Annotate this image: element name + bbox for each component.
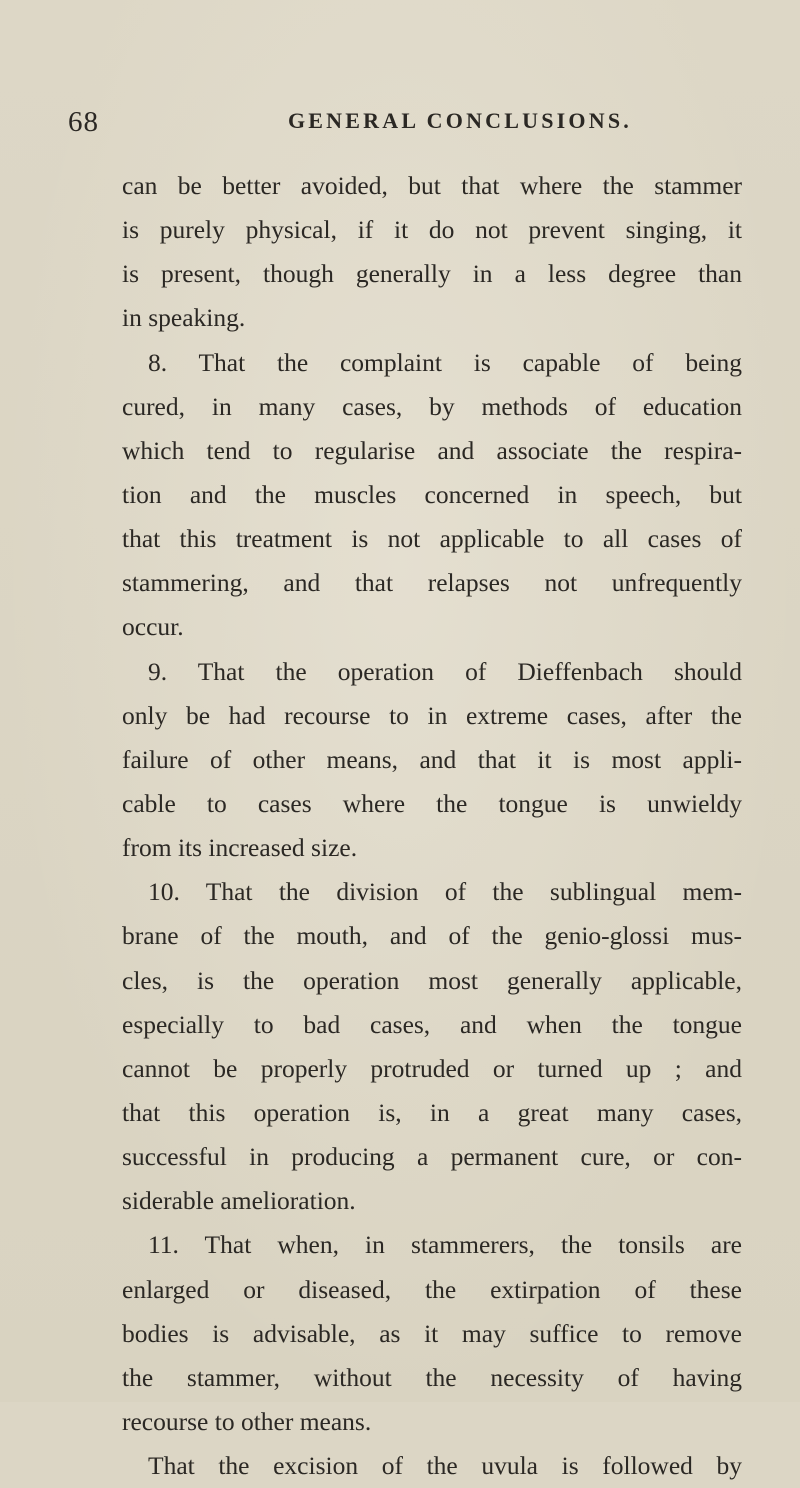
- text-line: That the excision of the uvula is followed by: [148, 1451, 742, 1481]
- text-line: stammering, and that relapses not unfrequently: [122, 568, 742, 598]
- text-line: in speaking.: [122, 303, 246, 333]
- text-line: cannot be properly protruded or turned up ; and: [122, 1053, 742, 1083]
- text-line: brane of the mouth, and of the genio-glossi mus-: [122, 921, 742, 951]
- text-line: bodies is advisable, as it may suffice to remove: [122, 1318, 742, 1348]
- text-line: occur.: [122, 612, 184, 642]
- text-line: is present, though generally in a less degree than: [122, 259, 742, 289]
- text-line: recourse to other means.: [122, 1406, 372, 1436]
- text-line: that this treatment is not applicable to all cases of: [122, 524, 742, 554]
- text-line: only be had recourse to in extreme cases, after the: [122, 700, 742, 730]
- text-line: cured, in many cases, by methods of education: [122, 391, 742, 421]
- text-line: can be better avoided, but that where the stammer: [122, 171, 742, 200]
- text-line: especially to bad cases, and when the tongue: [122, 1009, 742, 1039]
- text-line: is purely physical, if it do not prevent singing, it: [122, 215, 742, 245]
- running-head: [68, 106, 760, 142]
- page-number: 68: [68, 106, 99, 138]
- text-line: the stammer, without the necessity of having: [122, 1362, 742, 1392]
- text-line: 11. That when, in stammerers, the tonsils are: [148, 1230, 742, 1260]
- text-line: from its increased size.: [122, 833, 358, 863]
- text-line: failure of other means, and that it is most appli-: [122, 744, 742, 774]
- text-line: which tend to regularise and associate the respira-: [122, 435, 742, 465]
- text-line: 8. That the complaint is capable of being: [148, 347, 742, 377]
- text-line: siderable amelioration.: [122, 1186, 356, 1216]
- running-title: GENERAL CONCLUSIONS.: [288, 108, 632, 133]
- text-line: that this operation is, in a great many cases,: [122, 1097, 742, 1127]
- body-text: [122, 164, 742, 1488]
- text-line: 10. That the division of the sublingual mem-: [148, 877, 742, 907]
- text-line: successful in producing a permanent cure, or con-: [122, 1142, 742, 1172]
- text-line: enlarged or diseased, the extirpation of these: [122, 1274, 742, 1304]
- text-line: tion and the muscles concerned in speech, but: [122, 479, 742, 509]
- text-line: cles, is the operation most generally applicable,: [122, 965, 742, 995]
- text-line: 9. That the operation of Dieffenbach should: [148, 656, 742, 686]
- text-line: cable to cases where the tongue is unwieldy: [122, 788, 742, 818]
